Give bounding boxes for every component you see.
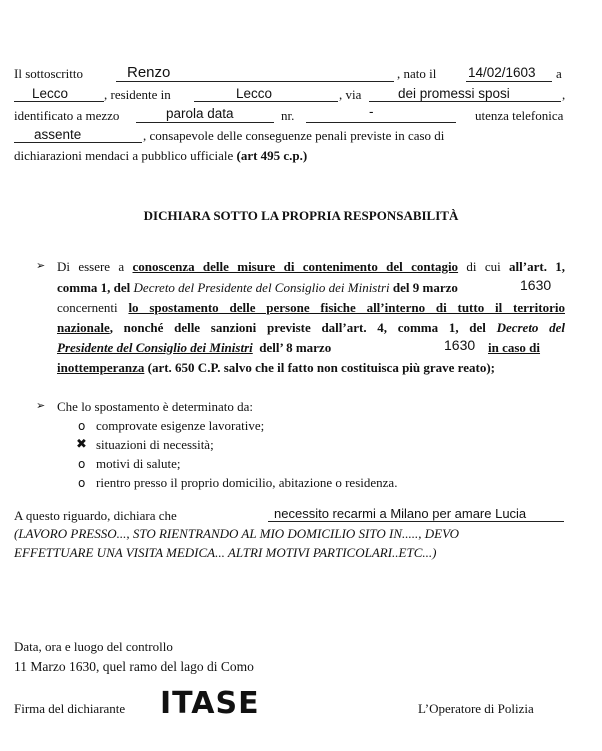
arrow-bullet-icon: ➢ (36, 399, 46, 412)
name-underline (116, 81, 394, 82)
control-value-field[interactable]: 11 Marzo 1630, quel ramo del lago di Como (14, 659, 254, 674)
decl1-in-caso-di: in caso di (488, 340, 541, 355)
control-label: Data, ora e luogo del controllo (14, 639, 173, 654)
id-doc-underline (136, 122, 274, 123)
unchecked-circle-icon[interactable]: o (78, 457, 86, 471)
art-495-ref: (art 495 c.p.) (236, 148, 308, 163)
residence-underline (194, 101, 338, 102)
decl1-line-1: Di essere a conoscenza delle misure di contenimento del contagio di cui all’art. 1, (57, 259, 566, 274)
decl1-year-1: 1630 (520, 277, 552, 293)
decl1-line-5: Presidente del Consiglio dei Ministri dell’ 8 marzo (57, 340, 332, 355)
reason-underline (268, 521, 564, 522)
mendacious-text: dichiarazioni mendaci a pubblico ufficiale (art 495 c.p.) (14, 148, 308, 163)
phone-label: utenza telefonica (475, 108, 564, 123)
reason-hint-2: EFFETTUARE UNA VISITA MEDICA... ALTRI MOTIVI PARTICOLARI..ETC...) (14, 545, 437, 560)
decl1-year-2: 1630 (444, 337, 476, 353)
birth-date-underline (466, 81, 552, 82)
arrow-bullet-icon: ➢ (36, 259, 46, 272)
reason-hint-1: (LAVORO PRESSO..., STO RIENTRANDO AL MIO DOMICILIO SITO IN....., DEVO (14, 526, 460, 541)
undersigned-label: Il sottoscritto (14, 66, 83, 81)
option-label: comprovate esigenze lavorative; (96, 418, 265, 433)
decl1-line-6: inottemperanza (art. 650 C.P. salvo che il fatto non costituisca più grave reato); (57, 360, 495, 375)
birth-place-field[interactable]: Lecco (32, 86, 69, 101)
identified-label: identificato a mezzo (14, 108, 120, 123)
residence-label: , residente in (104, 87, 171, 102)
option-label: rientro presso il proprio domicilio, abitazione o residenza. (96, 475, 398, 490)
officer-label: L’Operatore di Polizia (418, 701, 534, 716)
birth-date-field[interactable]: 14/02/1603 (468, 65, 536, 80)
option-label: motivi di salute; (96, 456, 181, 471)
birth-place-underline (14, 101, 104, 102)
unchecked-circle-icon[interactable]: o (78, 419, 86, 433)
name-field[interactable]: Renzo (127, 64, 171, 81)
signature-field[interactable]: ITASE (160, 686, 260, 721)
signature-label: Firma del dichiarante (14, 701, 126, 716)
reason-prefix: A questo riguardo, dichiara che (14, 508, 177, 523)
id-number-underline (306, 122, 456, 123)
born-label: , nato il (397, 66, 437, 81)
checked-x-icon[interactable]: ✖ (76, 437, 87, 452)
via-label: , via (339, 87, 362, 102)
unchecked-circle-icon[interactable]: o (78, 476, 86, 490)
nr-label: nr. (281, 108, 295, 123)
declaration-heading: DICHIARA SOTTO LA PROPRIA RESPONSABILITÀ (143, 208, 459, 223)
via-field[interactable]: dei promessi sposi (398, 86, 510, 101)
birth-place-a-label: a (556, 66, 562, 81)
option-label: situazioni di necessità; (96, 437, 214, 452)
decl2-intro: Che lo spostamento è determinato da: (57, 399, 254, 414)
phone-underline (14, 142, 142, 143)
decl1-line-4: nazionale, nonché delle sanzioni previste dall’art. 4, comma 1, del Decreto del (57, 320, 565, 335)
decl1-line-3: concernenti lo spostamento delle persone fisiche all’interno di tutto il territorio (57, 300, 565, 315)
residence-field[interactable]: Lecco (236, 86, 273, 101)
via-comma: , (562, 87, 566, 102)
id-number-field[interactable]: - (369, 104, 374, 119)
reason-field[interactable]: necessito recarmi a Milano per amare Lucia (274, 506, 527, 521)
phone-field[interactable]: assente (34, 127, 82, 142)
aware-text: , consapevole delle conseguenze penali previste in caso di (143, 128, 445, 143)
id-doc-field[interactable]: parola data (166, 106, 234, 121)
decl1-line-2: comma 1, del Decreto del Presidente del Consiglio dei Ministri del 9 marzo (57, 280, 458, 295)
via-underline (369, 101, 561, 102)
